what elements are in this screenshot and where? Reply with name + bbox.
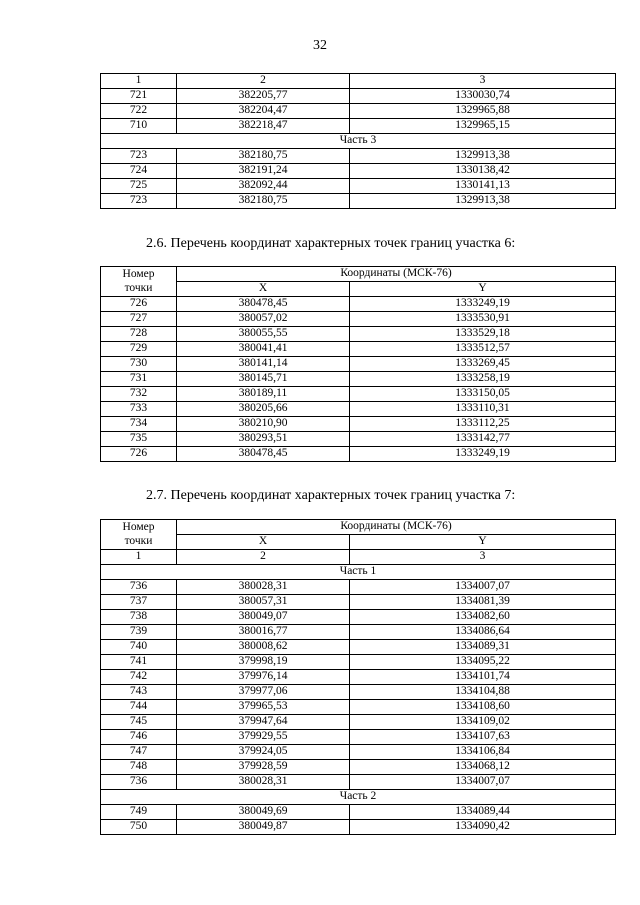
y-coordinate-cell: 1334007,07 bbox=[350, 775, 616, 790]
point-number-header bbox=[101, 267, 177, 297]
point-number-cell: 746 bbox=[101, 730, 177, 745]
table-row bbox=[101, 730, 616, 745]
y-coordinate-cell: 1333512,57 bbox=[350, 342, 616, 357]
y-coordinate-cell: 1334007,07 bbox=[350, 580, 616, 595]
y-header: Y bbox=[350, 535, 616, 550]
table-row bbox=[101, 149, 616, 164]
y-coordinate-cell: 1334104,88 bbox=[350, 685, 616, 700]
column-number-cell: 3 bbox=[350, 550, 616, 565]
x-coordinate-cell: 380028,31 bbox=[177, 775, 350, 790]
y-coordinate-cell: 1333142,77 bbox=[350, 432, 616, 447]
x-coordinate-cell: 382204,47 bbox=[177, 104, 350, 119]
table-row bbox=[101, 164, 616, 179]
column-number-cell: 3 bbox=[350, 74, 616, 89]
x-coordinate-cell: 380057,31 bbox=[177, 595, 350, 610]
y-coordinate-cell: 1333269,45 bbox=[350, 357, 616, 372]
y-coordinate-cell: 1333249,19 bbox=[350, 297, 616, 312]
point-number-cell: 747 bbox=[101, 745, 177, 760]
part-row bbox=[101, 565, 616, 580]
column-number-cell: 1 bbox=[101, 550, 177, 565]
point-number-cell: 723 bbox=[101, 149, 177, 164]
point-number-cell: 734 bbox=[101, 417, 177, 432]
point-number-cell: 726 bbox=[101, 297, 177, 312]
table-body bbox=[101, 805, 616, 835]
x-coordinate-cell: 379924,05 bbox=[177, 745, 350, 760]
x-coordinate-cell: 382218,47 bbox=[177, 119, 350, 134]
header-row bbox=[101, 267, 616, 282]
part-label: Часть 1 bbox=[101, 565, 616, 580]
x-coordinate-cell: 379965,53 bbox=[177, 700, 350, 715]
point-number-cell: 743 bbox=[101, 685, 177, 700]
y-coordinate-cell: 1334089,44 bbox=[350, 805, 616, 820]
table-row bbox=[101, 447, 616, 462]
y-coordinate-cell: 1334090,42 bbox=[350, 820, 616, 835]
point-number-cell: 749 bbox=[101, 805, 177, 820]
table-row bbox=[101, 625, 616, 640]
column-number-row bbox=[101, 74, 616, 89]
column-number-cell: 2 bbox=[177, 74, 350, 89]
x-coordinate-cell: 382180,75 bbox=[177, 194, 350, 209]
y-coordinate-cell: 1334086,64 bbox=[350, 625, 616, 640]
y-coordinate-cell: 1333112,25 bbox=[350, 417, 616, 432]
point-number-cell: 736 bbox=[101, 775, 177, 790]
point-number-cell: 727 bbox=[101, 312, 177, 327]
y-coordinate-cell: 1330138,42 bbox=[350, 164, 616, 179]
coordinates-table-plot-7 bbox=[100, 519, 616, 835]
y-coordinate-cell: 1333249,19 bbox=[350, 447, 616, 462]
table-row bbox=[101, 342, 616, 357]
x-coordinate-cell: 379929,55 bbox=[177, 730, 350, 745]
point-number-cell: 729 bbox=[101, 342, 177, 357]
x-coordinate-cell: 380205,66 bbox=[177, 402, 350, 417]
table-row bbox=[101, 372, 616, 387]
x-coordinate-cell: 382180,75 bbox=[177, 149, 350, 164]
table-row bbox=[101, 312, 616, 327]
table-row bbox=[101, 760, 616, 775]
y-coordinate-cell: 1334068,12 bbox=[350, 760, 616, 775]
x-coordinate-cell: 380057,02 bbox=[177, 312, 350, 327]
point-number-header-line2: точки bbox=[124, 534, 153, 547]
y-coordinate-cell: 1334082,60 bbox=[350, 610, 616, 625]
section-6-heading: 2.6. Перечень координат характерных точек границ участка 6: bbox=[146, 236, 516, 251]
point-number-cell: 726 bbox=[101, 447, 177, 462]
x-coordinate-cell: 380008,62 bbox=[177, 640, 350, 655]
part-label: Часть 2 bbox=[101, 790, 616, 805]
point-number-cell: 722 bbox=[101, 104, 177, 119]
y-coordinate-cell: 1333529,18 bbox=[350, 327, 616, 342]
table-row bbox=[101, 775, 616, 790]
table-row bbox=[101, 194, 616, 209]
y-coordinate-cell: 1334089,31 bbox=[350, 640, 616, 655]
table-row bbox=[101, 670, 616, 685]
column-number-cell: 1 bbox=[101, 74, 177, 89]
point-number-cell: 741 bbox=[101, 655, 177, 670]
table-row bbox=[101, 715, 616, 730]
table-row bbox=[101, 655, 616, 670]
point-number-cell: 724 bbox=[101, 164, 177, 179]
table-row bbox=[101, 119, 616, 134]
x-coordinate-cell: 380210,90 bbox=[177, 417, 350, 432]
y-coordinate-cell: 1333110,31 bbox=[350, 402, 616, 417]
table-row bbox=[101, 820, 616, 835]
y-coordinate-cell: 1329965,15 bbox=[350, 119, 616, 134]
y-coordinate-cell: 1329913,38 bbox=[350, 194, 616, 209]
point-number-cell: 738 bbox=[101, 610, 177, 625]
header-row bbox=[101, 282, 616, 297]
point-number-cell: 745 bbox=[101, 715, 177, 730]
point-number-header-line1: Номер bbox=[122, 268, 155, 280]
x-header: X bbox=[177, 535, 350, 550]
table-row bbox=[101, 685, 616, 700]
x-coordinate-cell: 380049,07 bbox=[177, 610, 350, 625]
x-coordinate-cell: 380049,87 bbox=[177, 820, 350, 835]
x-coordinate-cell: 380141,14 bbox=[177, 357, 350, 372]
point-number-header-line1: Номер bbox=[122, 521, 155, 533]
table-row bbox=[101, 580, 616, 595]
x-coordinate-cell: 379977,06 bbox=[177, 685, 350, 700]
x-coordinate-cell: 379976,14 bbox=[177, 670, 350, 685]
x-coordinate-cell: 382191,24 bbox=[177, 164, 350, 179]
table-row bbox=[101, 387, 616, 402]
y-coordinate-cell: 1334106,84 bbox=[350, 745, 616, 760]
y-coordinate-cell: 1334108,60 bbox=[350, 700, 616, 715]
y-coordinate-cell: 1334107,63 bbox=[350, 730, 616, 745]
x-coordinate-cell: 380145,71 bbox=[177, 372, 350, 387]
y-coordinate-cell: 1334101,74 bbox=[350, 670, 616, 685]
table-row bbox=[101, 327, 616, 342]
point-number-cell: 725 bbox=[101, 179, 177, 194]
table-row bbox=[101, 805, 616, 820]
point-number-cell: 735 bbox=[101, 432, 177, 447]
y-coordinate-cell: 1334095,22 bbox=[350, 655, 616, 670]
header-row bbox=[101, 520, 616, 535]
x-coordinate-cell: 380041,41 bbox=[177, 342, 350, 357]
x-coordinate-cell: 380293,51 bbox=[177, 432, 350, 447]
coordinates-table-continued bbox=[100, 73, 616, 209]
y-coordinate-cell: 1330141,13 bbox=[350, 179, 616, 194]
x-coordinate-cell: 380478,45 bbox=[177, 447, 350, 462]
coordinates-table-plot-6 bbox=[100, 266, 616, 462]
table-row bbox=[101, 745, 616, 760]
point-number-cell: 739 bbox=[101, 625, 177, 640]
table-body bbox=[101, 580, 616, 790]
point-number-cell: 731 bbox=[101, 372, 177, 387]
y-coordinate-cell: 1334109,02 bbox=[350, 715, 616, 730]
x-coordinate-cell: 380478,45 bbox=[177, 297, 350, 312]
table-row bbox=[101, 297, 616, 312]
x-coordinate-cell: 382205,77 bbox=[177, 89, 350, 104]
page-number: 32 bbox=[313, 38, 327, 53]
coordinates-header: Координаты (МСК-76) bbox=[177, 267, 616, 282]
table-row bbox=[101, 89, 616, 104]
point-number-cell: 721 bbox=[101, 89, 177, 104]
point-number-cell: 742 bbox=[101, 670, 177, 685]
point-number-cell: 732 bbox=[101, 387, 177, 402]
point-number-header-line2: точки bbox=[124, 281, 153, 294]
table-row bbox=[101, 595, 616, 610]
table-body bbox=[101, 89, 616, 134]
y-coordinate-cell: 1329965,88 bbox=[350, 104, 616, 119]
y-coordinate-cell: 1330030,74 bbox=[350, 89, 616, 104]
x-coordinate-cell: 380028,31 bbox=[177, 580, 350, 595]
y-coordinate-cell: 1333150,05 bbox=[350, 387, 616, 402]
table-row bbox=[101, 417, 616, 432]
x-coordinate-cell: 380049,69 bbox=[177, 805, 350, 820]
point-number-cell: 740 bbox=[101, 640, 177, 655]
table-body bbox=[101, 297, 616, 462]
x-coordinate-cell: 380055,55 bbox=[177, 327, 350, 342]
y-header: Y bbox=[350, 282, 616, 297]
point-number-cell: 748 bbox=[101, 760, 177, 775]
coordinates-header: Координаты (МСК-76) bbox=[177, 520, 616, 535]
x-coordinate-cell: 379928,59 bbox=[177, 760, 350, 775]
part-row bbox=[101, 790, 616, 805]
point-number-header bbox=[101, 520, 177, 550]
point-number-cell: 710 bbox=[101, 119, 177, 134]
table-row bbox=[101, 357, 616, 372]
point-number-cell: 736 bbox=[101, 580, 177, 595]
table-row bbox=[101, 640, 616, 655]
y-coordinate-cell: 1329913,38 bbox=[350, 149, 616, 164]
table-row bbox=[101, 179, 616, 194]
y-coordinate-cell: 1334081,39 bbox=[350, 595, 616, 610]
x-coordinate-cell: 380016,77 bbox=[177, 625, 350, 640]
point-number-cell: 730 bbox=[101, 357, 177, 372]
point-number-cell: 744 bbox=[101, 700, 177, 715]
column-number-row bbox=[101, 550, 616, 565]
part-label: Часть 3 bbox=[101, 134, 616, 149]
x-coordinate-cell: 380189,11 bbox=[177, 387, 350, 402]
y-coordinate-cell: 1333258,19 bbox=[350, 372, 616, 387]
y-coordinate-cell: 1333530,91 bbox=[350, 312, 616, 327]
header-row bbox=[101, 535, 616, 550]
table-row bbox=[101, 700, 616, 715]
x-coordinate-cell: 379998,19 bbox=[177, 655, 350, 670]
point-number-cell: 737 bbox=[101, 595, 177, 610]
table-row bbox=[101, 610, 616, 625]
point-number-cell: 723 bbox=[101, 194, 177, 209]
table-row bbox=[101, 402, 616, 417]
section-7-heading: 2.7. Перечень координат характерных точек границ участка 7: bbox=[146, 488, 516, 503]
x-header: X bbox=[177, 282, 350, 297]
point-number-cell: 733 bbox=[101, 402, 177, 417]
part-row bbox=[101, 134, 616, 149]
x-coordinate-cell: 382092,44 bbox=[177, 179, 350, 194]
table-body bbox=[101, 149, 616, 209]
point-number-cell: 728 bbox=[101, 327, 177, 342]
x-coordinate-cell: 379947,64 bbox=[177, 715, 350, 730]
table-row bbox=[101, 432, 616, 447]
table-row bbox=[101, 104, 616, 119]
column-number-cell: 2 bbox=[177, 550, 350, 565]
point-number-cell: 750 bbox=[101, 820, 177, 835]
